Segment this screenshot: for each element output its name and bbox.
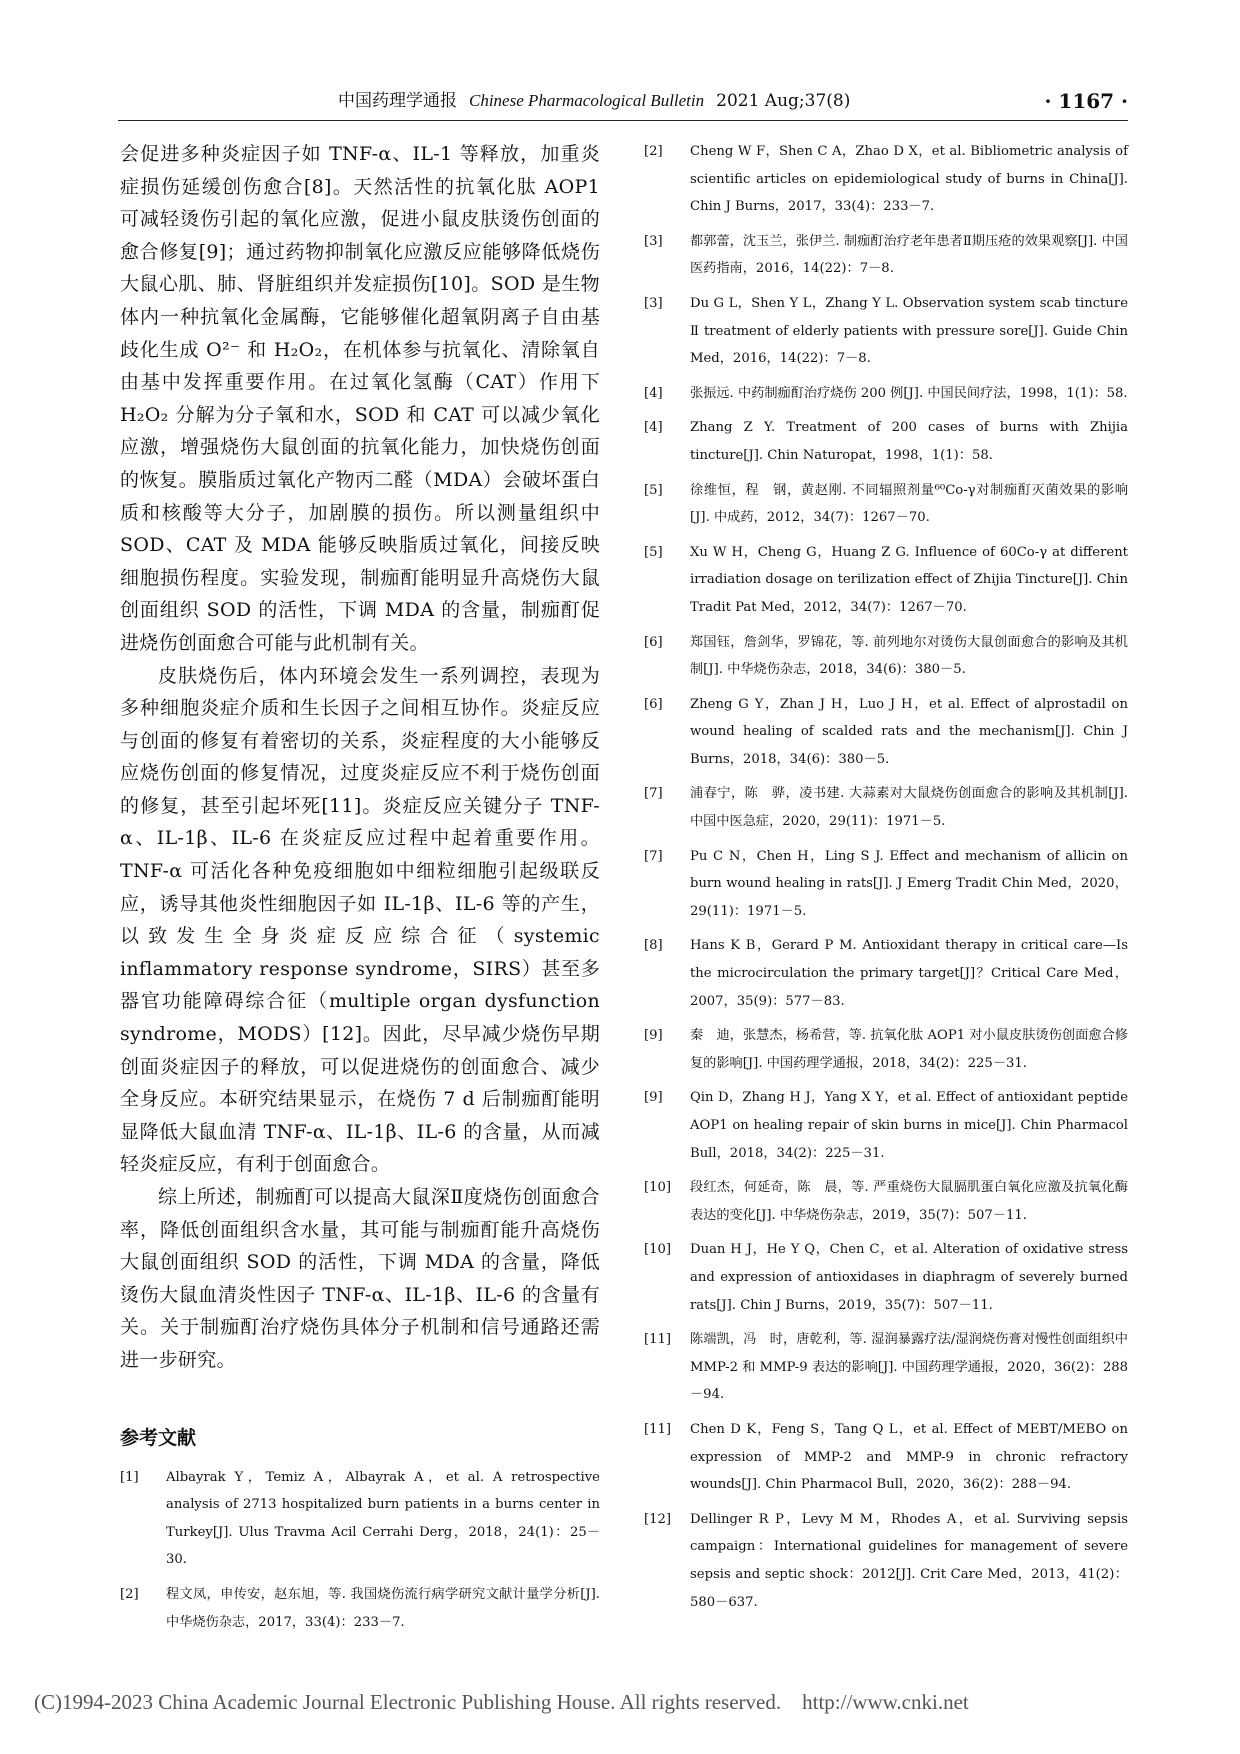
reference-number: [8] (644, 938, 663, 954)
reference-number: [3] (644, 295, 663, 311)
reference-text: 都郭蕾，沈玉兰，张伊兰. 制痂酊治疗老年患者Ⅱ期压疮的效果观察[J]. 中国医药指南，2016，14(22)：7－8. (690, 233, 1128, 277)
reference-item (644, 1236, 1128, 1319)
reference-number: [7] (644, 848, 663, 864)
reference-item (644, 691, 1128, 774)
header-rule (118, 120, 1128, 121)
reference-text: Zheng G Y，Zhan J H，Luo J H，et al. Effect of alprostadil on wound healing of scalded rats and the mechanism[J]. Chin J Burns，2018，34(6)：380－5. (690, 696, 1128, 767)
reference-number: [6] (644, 634, 663, 650)
reference-item (644, 1084, 1128, 1167)
reference-text: Chen D K，Feng S，Tang Q L，et al. Effect of MEBT/MEBO on expression of MMP-2 and MMP-9 in chronic refractory wounds[J]. Chin Pharmacol Bull，2020，36(2)：288－94. (690, 1421, 1128, 1493)
reference-item (644, 290, 1128, 373)
reference-number: [5] (644, 544, 663, 560)
reference-number: [5] (644, 482, 663, 498)
reference-text: 郑国钰，詹剑华，罗锦花，等. 前列地尔对烫伤大鼠创面愈合的影响及其机制[J]. 中华烧伤杂志，2018，34(6)：380－5. (690, 634, 1128, 678)
reference-number: [4] (644, 385, 663, 401)
reference-text: 浦春宁，陈 骅，凌书建. 大蒜素对大鼠烧伤创面愈合的影响及其机制[J]. 中国中医急症，2020，29(11)：1971－5. (690, 786, 1128, 830)
reference-number: [9] (644, 1090, 663, 1106)
reference-number: [12] (644, 1511, 672, 1527)
reference-text: Du G L，Shen Y L，Zhang Y L. Observation system scab tincture Ⅱ treatment of elderly patients with pressure sore[J]. Guide Chin Med，2016，14(22)：7－8. (690, 295, 1128, 367)
reference-item (644, 629, 1128, 684)
reference-number: [1] (120, 1469, 139, 1485)
reference-item (120, 1581, 600, 1636)
reference-item (644, 1416, 1128, 1499)
reference-text: 张振远. 中药制痂酊治疗烧伤 200 例[J]. 中国民间疗法，1998，1(1)：58. (690, 385, 1128, 401)
reference-text: Duan H J，He Y Q，Chen C，et al. Alteration of oxidative stress and expression of antioxidases in diaphragm of severely burned rats[J]. Chin J Burns，2019，35(7)：507－11. (690, 1242, 1128, 1313)
running-header (118, 86, 1128, 116)
reference-number: [3] (644, 233, 663, 249)
reference-number: [6] (644, 696, 663, 712)
body-paragraph-1: 会促进多种炎症因子如 TNF-α、IL-1 等释放，加重炎症损伤延缓创伤愈合[8]。天然活性的抗氧化肽 AOP1 可减轻烫伤引起的氧化应激，促进小鼠皮肤烫伤创面的愈合修复[9]；通过药物抑制氧化应激反应能够降低烧伤大鼠心肌、肺、肾脏组织并发症损伤[10]。SOD 是生物体内一种抗氧化金属酶，它能够催化超氧阴离子自由基歧化生成 O²⁻ 和 H₂O₂，在机体参与抗氧化、清除氧自由基中发挥重要作用。在过氧化氢酶（CAT）作用下 H₂O₂ 分解为分子氧和水，SOD 和 CAT 可以减少氧化应激，增强烧伤大鼠创面的抗氧化能力，加快烧伤创面的恢复。膜脂质过氧化产物丙二醛（MDA）会破坏蛋白质和核酸等大分子，加剧膜的损伤。所以测量组织中 SOD、CAT 及 MDA 能够反映脂质过氧化，间接反映细胞损伤程度。实验发现，制痂酊能明显升高烧伤大鼠创面组织 SOD 的活性，下调 MDA 的含量，制痂酊促进烧伤创面愈合可能与此机制有关。 (120, 143, 600, 654)
reference-item (644, 539, 1128, 622)
reference-number: [7] (644, 786, 663, 802)
reference-item (644, 1022, 1128, 1077)
journal-en-title: Chinese Pharmacological Bulletin (469, 91, 705, 110)
reference-text: 陈端凯，冯 时，唐乾利，等. 湿润暴露疗法/湿润烧伤膏对慢性创面组织中 MMP-2 和 MMP-9 表达的影响[J]. 中国药理学通报，2020，36(2)：288－94. (690, 1332, 1128, 1403)
reference-text: Zhang Z Y. Treatment of 200 cases of burns with Zhijia tincture[J]. Chin Naturopat，1998，1(1)：58. (690, 420, 1128, 463)
reference-item (644, 1506, 1128, 1616)
reference-text: 程文凤，申传安，赵东旭，等. 我国烧伤流行病学研究文献计量学分析[J]. 中华烧伤杂志，2017，33(4)：233－7. (166, 1586, 600, 1630)
reference-item (644, 1174, 1128, 1229)
body-paragraph-2: 皮肤烧伤后，体内环境会发生一系列调控，表现为多种细胞炎症介质和生长因子之间相互协作。炎症反应与创面的修复有着密切的关系，炎症程度的大小能够反应烧伤创面的修复情况，过度炎症反应不利于烧伤创面的修复，甚至引起坏死[11]。炎症反应关键分子 TNF-α、IL-1β、IL-6 在炎症反应过程中起着重要作用。TNF-α 可活化各种免疫细胞如中细粒细胞引起级联反应，诱导其他炎性细胞因子如 IL-1β、IL-6 等的产生，以致发生全身炎症反应综合征（systemic inflammatory response syndrome，SIRS）甚至多器官功能障碍综合征（multiple organ dysfunction syndrome，MODS）[12]。因此，尽早减少烧伤早期创面炎症因子的释放，可以促进烧伤的创面愈合、减少全身反应。本研究结果显示，在烧伤 7 d 后制痂酊能明显降低大鼠血清 TNF-α、IL-1β、IL-6 的含量，从而减轻炎症反应，有利于创面愈合。 (120, 664, 600, 1176)
reference-text: 秦 迪，张慧杰，杨希营，等. 抗氧化肽 AOP1 对小鼠皮肤烫伤创面愈合修复的影响[J]. 中国药理学通报，2018，34(2)：225－31. (690, 1028, 1128, 1071)
reference-text: Qin D，Zhang H J，Yang X Y，et al. Effect of antioxidant peptide AOP1 on healing repair of skin burns in mice[J]. Chin Pharmacol Bull，2018，34(2)：225－31. (690, 1090, 1128, 1161)
journal-cn-title: 中国药理学通报 (338, 91, 457, 111)
reference-number: [2] (644, 144, 663, 159)
reference-number: [10] (644, 1242, 672, 1258)
reference-item (644, 414, 1128, 469)
reference-item (644, 380, 1128, 408)
journal-header (338, 86, 850, 116)
reference-item (644, 780, 1128, 835)
left-column (120, 138, 600, 1643)
reference-text: Pu C N，Chen H，Ling S J. Effect and mechanism of allicin on burn wound healing in rats[J]. J Emerg Tradit Chin Med，2020，29(11)：1971－5. (690, 848, 1128, 919)
reference-item (644, 932, 1128, 1015)
reference-item (644, 138, 1128, 221)
page-number: · 1167 · (1044, 89, 1128, 113)
journal-issue: 2021 Aug;37(8) (716, 91, 851, 111)
reference-number: [4] (644, 420, 663, 436)
reference-item (644, 843, 1128, 926)
copyright-footer (34, 1690, 969, 1715)
reference-number: [9] (644, 1028, 663, 1044)
cnki-link[interactable]: http://www.cnki.net (802, 1690, 969, 1714)
reference-text: Hans K B，Gerard P M. Antioxidant therapy in critical care—Is the microcirculation the primary target[J]？Critical Care Med，2007，35(9)：577－83. (690, 938, 1128, 1009)
reference-text: 段红杰，何延奇，陈 晨，等. 严重烧伤大鼠膈肌蛋白氧化应激及抗氧化酶表达的变化[J]. 中华烧伤杂志，2019，35(7)：507－11. (690, 1180, 1128, 1223)
reference-text: Cheng W F，Shen C A，Zhao D X，et al. Bibliometric analysis of scientific articles on epidemiological study of burns in China[J]. Chin J Burns，2017，33(4)：233－7. (690, 144, 1128, 215)
reference-item (644, 477, 1128, 532)
reference-text: Xu W H，Cheng G，Huang Z G. Influence of 60Co-γ at different irradiation dosage on terilization effect of Zhijia Tincture[J]. Chin Tradit Pat Med，2012，34(7)：1267－70. (690, 544, 1128, 615)
reference-item (644, 1326, 1128, 1409)
reference-number: [11] (644, 1332, 672, 1348)
references-heading: 参考文献 (120, 1426, 197, 1449)
right-column (644, 138, 1128, 1623)
body-paragraph-3: 综上所述，制痂酊可以提高大鼠深Ⅱ度烧伤创面愈合率，降低创面组织含水量，其可能与制痂酊能升高烧伤大鼠创面组织 SOD 的活性，下调 MDA 的含量，降低烫伤大鼠血清炎性因子 TNF-α、IL-1β、IL-6 的含量有关。关于制痂酊治疗烧伤具体分子机制和信号通路还需进一步研究。 (120, 1186, 600, 1371)
reference-text: Dellinger R P，Levy M M，Rhodes A，et al. Surviving sepsis campaign：International guidelines for management of severe sepsis and septic shock：2012[J]. Crit Care Med，2013，41(2)：580－637. (690, 1511, 1128, 1610)
reference-text: Albayrak Y，Temiz A，Albayrak A，et al. A retrospective analysis of 2713 hospitalized burn patients in a burns center in Turkey[J]. Ulus Travma Acil Cerrahi Derg，2018，24(1)：25－30. (166, 1469, 600, 1568)
copyright-text: (C)1994-2023 China Academic Journal Electronic Publishing House. All rights reserved. (34, 1690, 782, 1714)
reference-number: [2] (120, 1586, 139, 1602)
reference-list-left (120, 1464, 600, 1637)
reference-item (644, 228, 1128, 283)
reference-number: [11] (644, 1421, 672, 1437)
reference-number: [10] (644, 1180, 672, 1196)
reference-item (120, 1464, 600, 1574)
reference-text: 徐维恒，程 钢，黄赵刚. 不同辐照剂量⁶⁰Co-γ对制痂酊灭菌效果的影响[J]. 中成药，2012，34(7)：1267－70. (690, 482, 1128, 526)
reference-list-right (644, 138, 1128, 1616)
